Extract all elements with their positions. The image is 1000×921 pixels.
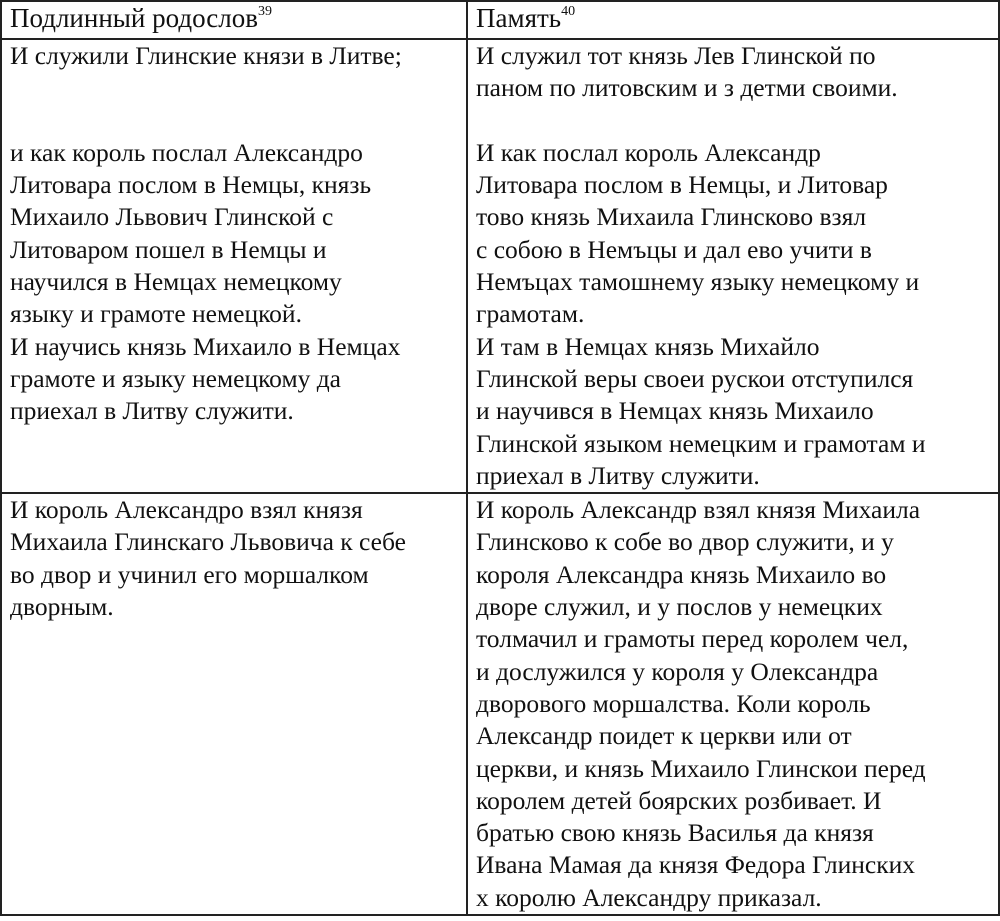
rodoslov-paragraph-3: И научись князь Михаило в Немцах грамоте и языку немецкому да приехал в Литву служити.: [10, 331, 401, 426]
pamyat-paragraph-3: И там в Немцах князь Михайло Глинской веры своеи рускои отступился и научився в Немцах князь Михаило Глинской языком немецким и грамотам и приехал в Литву служити.: [476, 331, 926, 490]
rodoslov-paragraph-2: и как король послал Александро Литовара послом в Немцы, князь Михаило Львович Глинской с Литоваром пошел в Немцы и научился в Немцах немецкому языку и грамоте немецкой.: [10, 137, 372, 329]
footnote-ref-40[interactable]: 40: [561, 4, 576, 19]
rodoslov-cell-2: [1, 493, 467, 915]
rodoslov-paragraph-1: И служили Глинские князи в Литве;: [10, 41, 402, 70]
pamyat-cell-2: [467, 493, 999, 915]
header-rodoslov: [1, 1, 467, 39]
pamyat-paragraph-1: И служил тот князь Лев Глинской по паном по литовским и з детми своими.: [476, 41, 898, 103]
table-row: [1, 493, 999, 915]
footnote-ref-39[interactable]: 39: [257, 4, 272, 19]
pamyat-paragraph-4: И король Александр взял князя Михаила Глинсково к собе во двор служити, и у короля Александра князь Михаило во дворе служил, и у послов у немецких толмачил и грамоты перед королем чел, и дослужился у короля у Олександра дворового моршалства. Коли король Александр поидет к церкви или от церкви, и князь Михаило Глинскои перед королем детей боярских розбивает. И братью свою князь Василья да князя Ивана Мамая да князя Федора Глинских х королю Александру приказал.: [476, 495, 926, 912]
rodoslov-cell-1: [1, 39, 467, 493]
pamyat-paragraph-2: И как послал король Александр Литовара послом в Немцы, и Литовар тово князь Михаила Глинсково взял с собою в Немъцы и дал ево учити в Немъцах тамошнему языку немецкому и грамотам.: [476, 137, 920, 329]
header-row: [1, 1, 999, 39]
table-row: [1, 39, 999, 493]
rodoslov-paragraph-4: И король Александро взял князя Михаила Глинскаго Львовича к себе во двор и учинил его моршалком дворным.: [10, 495, 406, 622]
header-pamyat-title: Память: [476, 3, 562, 33]
header-pamyat: [467, 1, 999, 39]
pamyat-cell-1: [467, 39, 999, 493]
header-rodoslov-title: Подлинный родослов: [10, 3, 258, 33]
